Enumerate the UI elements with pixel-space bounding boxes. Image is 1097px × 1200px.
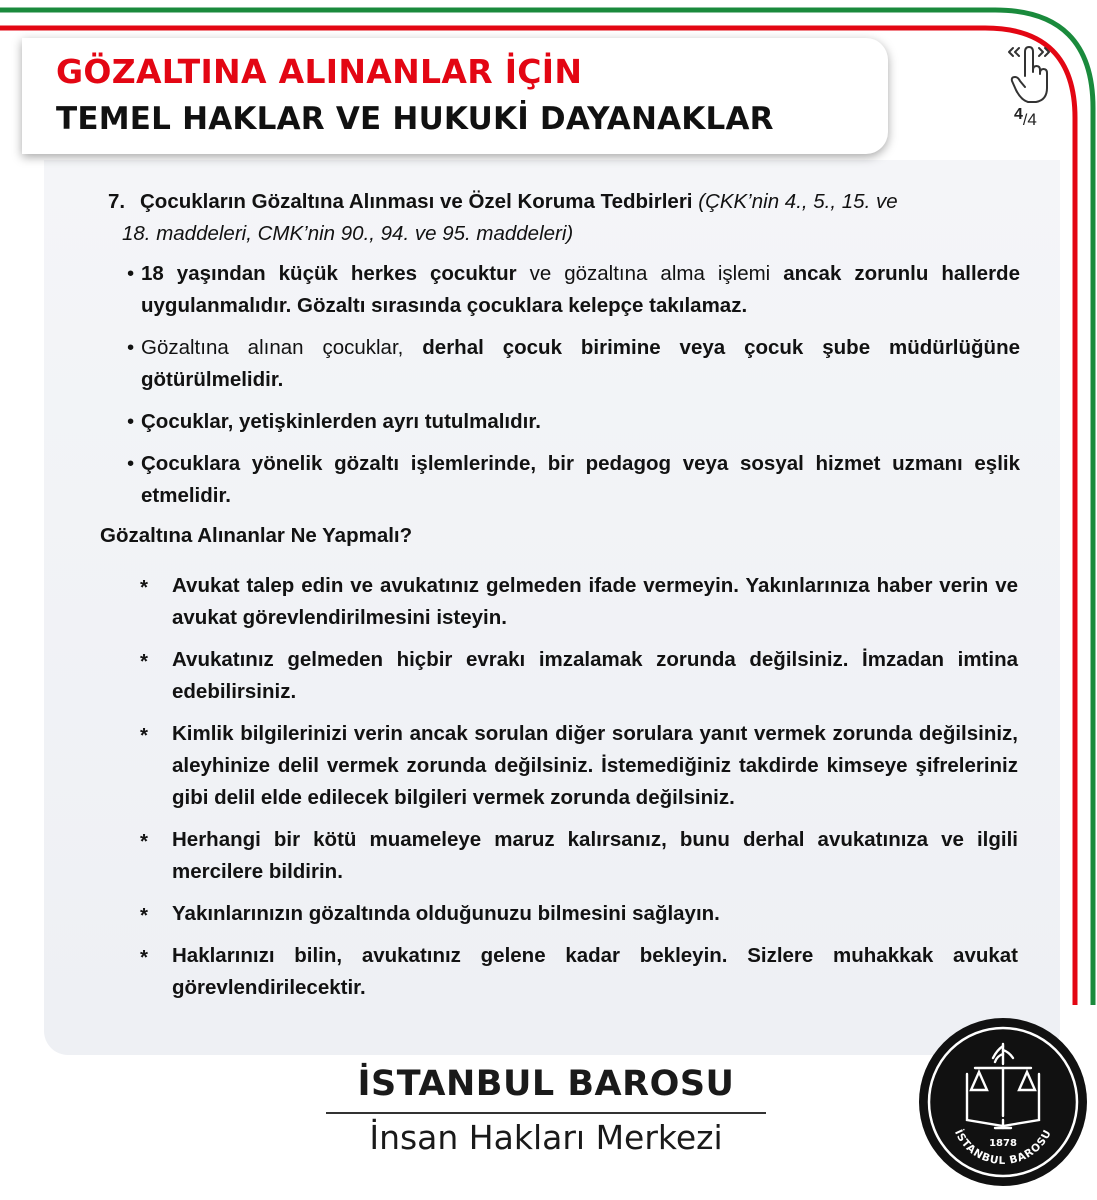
what-to-do-list [138, 570, 1018, 1014]
seal-year: 1878 [989, 1138, 1017, 1149]
seal-text: İSTANBUL BAROSU [952, 1127, 1055, 1168]
organization-subtitle: İnsan Hakları Merkezi [369, 1118, 723, 1157]
list-item: * Kimlik bilgilerinizi verin ancak sorulan diğer sorulara yanıt vermek zorunda değilsiniz, aleyhinize delil vermek zorunda değilsiniz. İstemediğiniz takdirde kimseye şifreleriniz gibi delil elde edilecek bilgileri vermek zorunda değilsiniz. [138, 718, 1018, 814]
divider [326, 1112, 766, 1114]
list-item: • 18 yaşından küçük herkes çocuktur ve gözaltına alma işlemi ancak zorunlu hallerde uygulanmalıdır. Gözaltı sırasında çocuklara kelepçe takılamaz. [125, 258, 1020, 322]
section-title: Çocukların Gözaltına Alınması ve Özel Koruma Tedbirleri [140, 190, 693, 213]
list-item: * Haklarınızı bilin, avukatınız gelene kadar bekleyin. Sizlere muhakkak avukat görevlendirilecektir. [138, 940, 1018, 1004]
list-item: • Gözaltına alınan çocuklar, derhal çocuk birimine veya çocuk şube müdürlüğüne götürülmelidir. [125, 332, 1020, 396]
page-title: GÖZALTINA ALINANLAR İÇİN [56, 52, 583, 91]
section-reference-cont: 18. maddeleri, CMK’nin 90., 94. ve 95. maddeleri) [122, 222, 574, 245]
swipe-hand-icon [1004, 38, 1054, 108]
list-item: * Avukat talep edin ve avukatınız gelmeden ifade vermeyin. Yakınlarınıza haber verin ve avukat görevlendirilmesini isteyin. [138, 570, 1018, 634]
page-total: 4 [1027, 110, 1037, 129]
list-item: * Herhangi bir kötü muameleye maruz kalırsanız, bunu derhal avukatınıza ve ilgili mercilere bildirin. [138, 824, 1018, 888]
section-heading [108, 186, 1028, 250]
page-separator: / [1022, 112, 1028, 129]
section-reference: (ÇKK’nin 4., 5., 15. ve [698, 190, 898, 213]
bar-association-seal-icon [917, 1016, 1089, 1188]
child-rights-list [125, 258, 1020, 522]
list-item: • Çocuklara yönelik gözaltı işlemlerinde, bir pedagog veya sosyal hizmet uzmanı eşlik etmelidir. [125, 448, 1020, 512]
list-item: * Yakınlarınızın gözaltında olduğunuzu bilmesini sağlayın. [138, 898, 1018, 930]
page-current: 4 [1014, 106, 1023, 123]
page-indicator [1014, 106, 1037, 130]
page-subtitle: TEMEL HAKLAR VE HUKUKİ DAYANAKLAR [56, 101, 774, 137]
list-item: * Avukatınız gelmeden hiçbir evrakı imzalamak zorunda değilsiniz. İmzadan imtina edebilirsiniz. [138, 644, 1018, 708]
section-number: 7. [108, 190, 126, 213]
organization-name: İSTANBUL BAROSU [357, 1064, 735, 1104]
what-to-do-heading: Gözaltına Alınanlar Ne Yapmalı? [100, 524, 413, 547]
list-item: • Çocuklar, yetişkinlerden ayrı tutulmalıdır. [125, 406, 1020, 438]
